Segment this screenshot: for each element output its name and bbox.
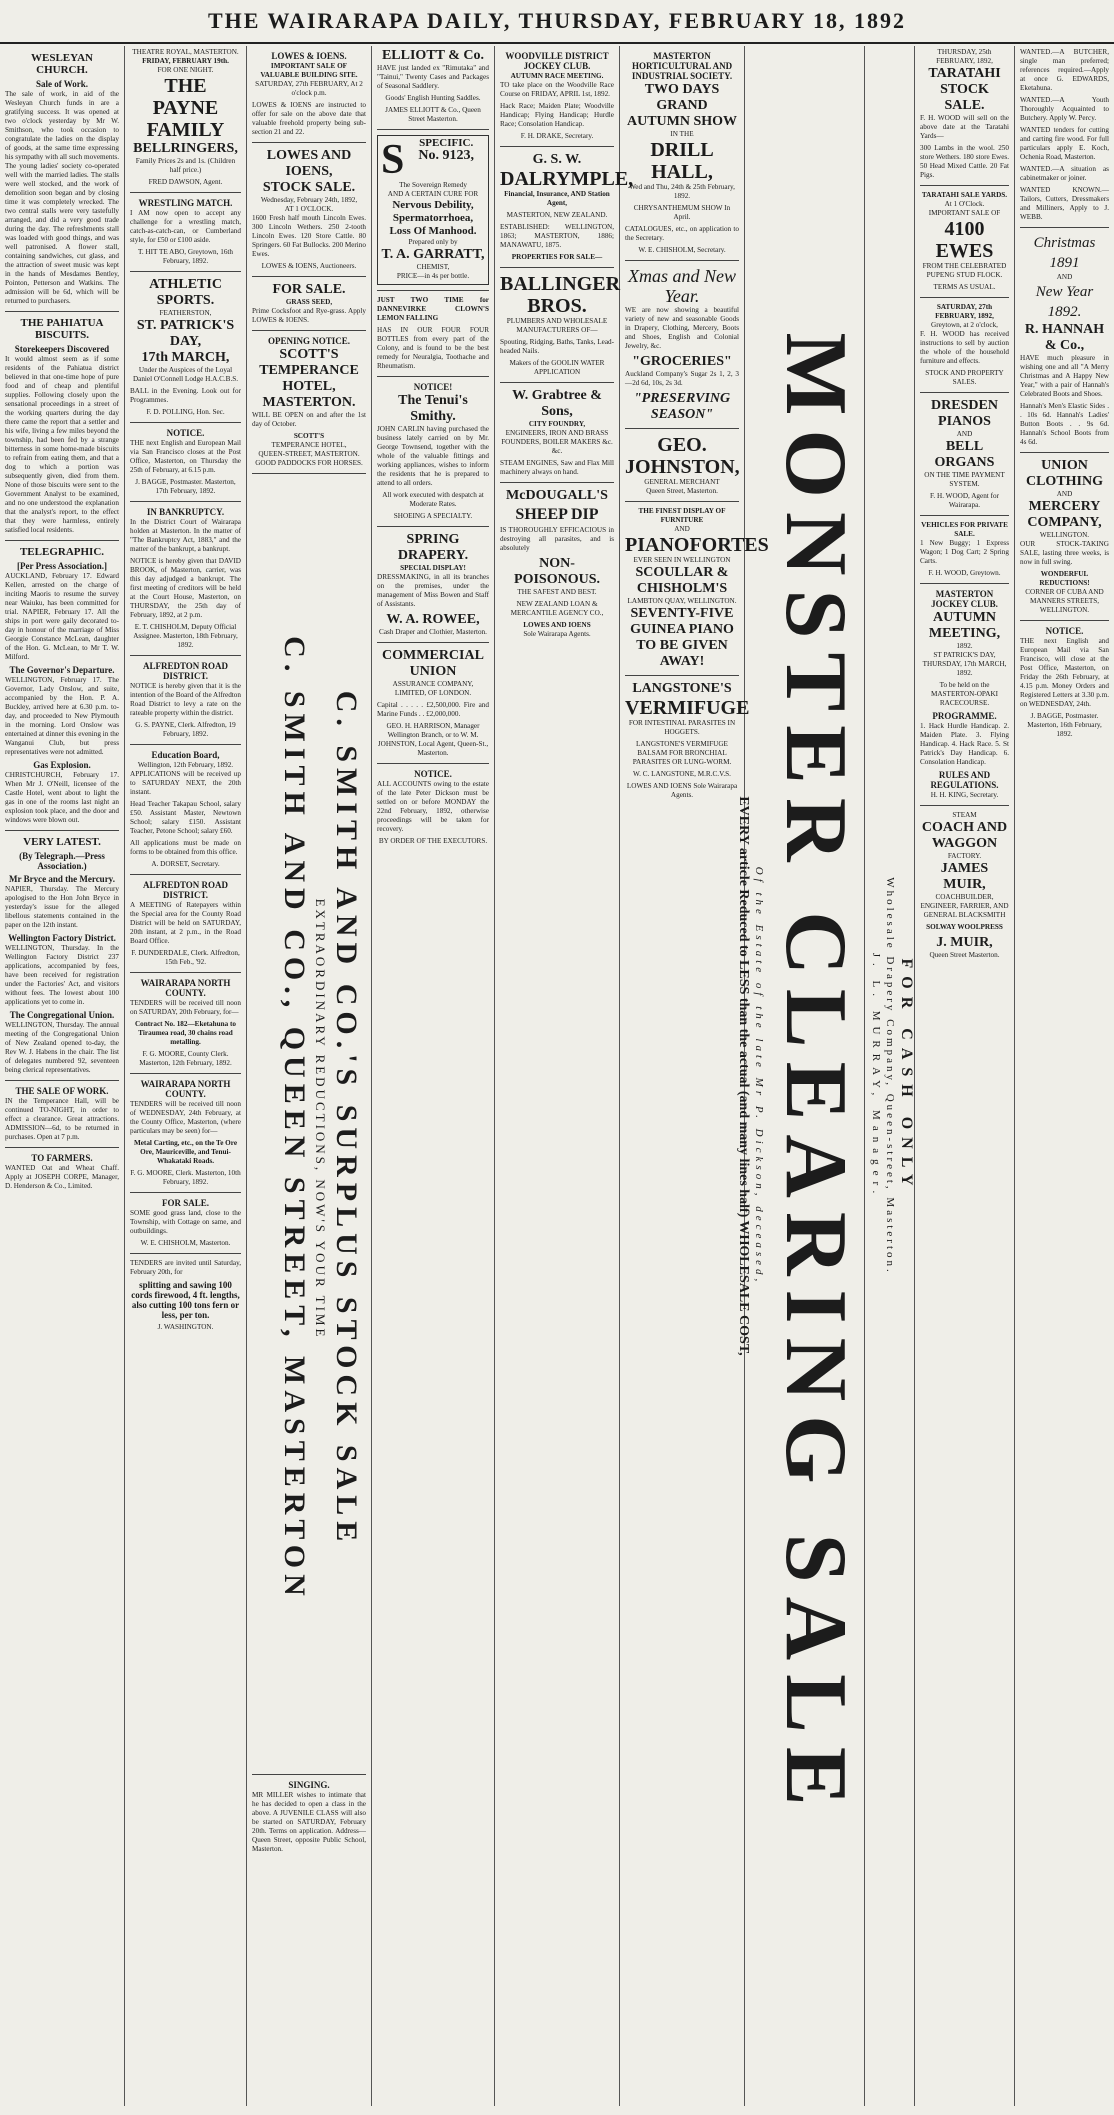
ad-jockey-rules: RULES AND REGULATIONS.	[930, 770, 999, 790]
ad-wanted-cabinetmaker: WANTED.—A situation as cabinetmaker or joiner.	[1020, 165, 1109, 182]
ad-stock-sign: LOWES & IOENS, Auctioneers.	[261, 262, 357, 270]
ad-scoullar-name: SCOULLAR & CHISHOLM'S	[635, 565, 729, 596]
ad-dalrymple-properties: PROPERTIES FOR SALE—	[511, 253, 603, 261]
ad-johnston-street: Queen Street, Masterton.	[646, 487, 718, 495]
ad-xmas-preserving: "PRESERVING SEASON"	[633, 391, 731, 422]
ad-johnston-role: GENERAL MERCHANT	[644, 478, 720, 486]
ad-specific-remedy: The Sovereign Remedy	[399, 181, 467, 189]
article-governor: WELLINGTON, February 17. The Governor, Lady Onslow, and suite, accompanied by the Hon. P. A. Buckley, arrived here at 6.30 p.m. to-day, and proceeded to New Plymouth in the morning. Lord Onslow was entertained at dinner this evening in the Wanganui Club, but press representatives were not admitted.	[5, 676, 119, 756]
ad-langstone-name: LANGSTONE'S	[632, 681, 732, 696]
ad-scoullar-pianofortes: PIANOFORTES	[625, 534, 769, 556]
ad-jockey-title: MASTERTON JOCKEY CLUB.	[931, 589, 998, 609]
ad-drapery-sign: Cash Draper and Clothier, Masterton.	[379, 628, 487, 636]
ad-mcdougall-nz-loan: NEW ZEALAND LOAN & MERCANTILE AGENCY CO.,	[510, 600, 604, 617]
ad-dalrymple-name: DALRYMPLE,	[500, 168, 634, 190]
ad-athletic-auspices: Under the Auspices of the Loyal Daniel O'Connell Lodge H.A.C.B.S.	[132, 366, 239, 383]
ad-yards-title: TARATAHI SALE YARDS.	[921, 191, 1008, 199]
ad-singing-body: MR MILLER wishes to intimate that he has decided to open a class in the above. A JUVENILE CLASS will also be started on SATURDAY, February 20th. Terms on application. Address—Queen Street, opposite Public School, Masterton.	[252, 1791, 366, 1853]
ad-farmers-title: TO FARMERS.	[31, 1153, 93, 1163]
ad-bankruptcy-title: IN BANKRUPTCY.	[146, 507, 225, 517]
ad-grabtree-title: W. Grabtree & Sons,	[512, 388, 602, 419]
ad-muir-sign: J. MUIR,	[936, 935, 993, 950]
ad-specific-title: SPECIFIC.	[419, 137, 474, 149]
ad-scotts2-hotel: TEMPERANCE HOTEL,	[271, 441, 347, 449]
ad-dresden-and: AND	[956, 430, 973, 438]
ad-woodville-body: TO take place on the Woodville Race Course on FRIDAY, APRIL 1st, 1892.	[500, 81, 614, 98]
ad-executors-notice: NOTICE.	[414, 769, 452, 779]
monster-sale-estate: Of the Estate of the late Mr P. Dickson, deceased,	[753, 866, 765, 1286]
ad-specific-box	[377, 135, 489, 285]
ad-ballinger-makers: Makers of the GOOLIN WATER APPLICATION	[509, 359, 605, 376]
ad-muir-steam: STEAM	[952, 811, 977, 819]
ad-union-reductions: WONDERFUL REDUCTIONS!	[1039, 570, 1090, 587]
ad-lowes-title: LOWES & IOENS.	[271, 51, 347, 61]
ad-specific-garratt: T. A. GARRATT,	[381, 247, 485, 262]
ad-jockey-year: 1892.	[956, 642, 973, 650]
ad-greytown-date: SATURDAY, 27th FEBRUARY, 1892,	[935, 303, 994, 320]
ad-smithy-title: The Tenui's Smithy.	[398, 393, 468, 424]
ad-smithy-rates: All work executed with despatch at Moderate Rates.	[382, 491, 484, 508]
ad-greytown-body: F. H. WOOD has received instructions to sell by auction the whole of the household furniture and effects.	[920, 330, 1009, 365]
ad-grabtree-engineers: ENGINEERS, IRON AND BRASS FOUNDERS, BOILER MAKERS &c. &c.	[501, 429, 613, 455]
subhead-gas-explosion: Gas Explosion.	[33, 760, 91, 770]
ad-hannah-name: R. HANNAH & Co.,	[1024, 322, 1105, 353]
ad-elliott-body: HAVE just landed ex "Rimutaka" and "Tainui," Twenty Cases and Packages of Seasonal Saddlery.	[377, 64, 489, 90]
ad-county2-body: TENDERS will be received till noon of WEDNESDAY, 24th February, at the County Office, Masterton, (where particulars may be seen) for—	[130, 1100, 241, 1135]
ad-jockey-date: ST PATRICK'S DAY, THURSDAY, 17th MARCH, 1892.	[922, 651, 1007, 677]
ad-grass-forsale: FOR SALE.	[272, 282, 346, 297]
ad-notice2-title: NOTICE.	[1045, 626, 1084, 636]
ad-christmas-title: Christmas 1891	[1033, 235, 1096, 271]
subhead-press-association: [Per Press Association.]	[17, 561, 107, 571]
ad-theatre-one-night: FOR ONE NIGHT.	[157, 66, 214, 74]
ad-yards-important: IMPORTANT SALE OF	[928, 209, 1001, 217]
ad-vehicles-sign: F. H. WOOD, Greytown.	[928, 569, 1001, 577]
ad-smithy-shoeing: SHOEING A SPECIALTY.	[393, 512, 473, 520]
ad-specific-number: No. 9123,	[418, 148, 474, 163]
ad-xmas-groceries: "GROCERIES"	[632, 354, 732, 369]
ad-executors-body: ALL ACCOUNTS owing to the estate of the late Peter Dickson must be settled on or before MONDAY the 22nd February, 1892, otherwise proceedings will be taken for recovery.	[377, 780, 489, 833]
ad-commercial-union: COMMERCIAL UNION	[382, 648, 484, 679]
ad-specific-price: PRICE—in 4s per bottle.	[396, 272, 470, 280]
subhead-congregational: The Congregational Union.	[9, 1010, 115, 1020]
ad-specific-prepared: Prepared only by	[408, 238, 458, 246]
ad-union-mercery: MERCERY COMPANY,	[1027, 499, 1102, 530]
ad-education-title: Education Board,	[151, 750, 220, 760]
ad-woodville-meeting: AUTUMN RACE MEETING.	[510, 72, 604, 80]
ad-payne-prices: Family Prices 2s and 1s. (Children half price.)	[135, 157, 236, 174]
ad-horticultural-sign: W. E. CHISHOLM, Secretary.	[638, 246, 726, 254]
ad-lemon-body: HAS IN OUR FOUR FOUR BOTTLES from every part of the Colony, and is found to be the best remedy for Neuralgia, Toothache and Rheumatism.	[377, 326, 489, 370]
ad-wanted-firewood: WANTED tenders for cutting and carting fire wood. For full particulars apply E. Koch, Ochenia Road, Masterton.	[1020, 126, 1109, 161]
article-congregational: WELLINGTON, Thursday. The annual meeting of the Congregational Union of New Zealand opened to-day, the Rev W. J. Habens in the chair. The list of delegates numbered 92, seventeen being clerical representatives.	[5, 1021, 119, 1074]
ad-alfredton2-sign: F. DUNDERDALE, Clerk. Alfredton, 15th Feb., '92.	[131, 949, 240, 966]
ad-jockey-programme: PROGRAMME.	[932, 711, 997, 721]
ad-forsale-title: FOR SALE.	[161, 1198, 209, 1208]
ad-smithy-notice: NOTICE!	[413, 382, 453, 392]
ad-drapery-body: DRESSMAKING, in all its branches on the premises, under the management of Miss Bowen and Staff of Assistants.	[377, 573, 489, 608]
ad-ballinger-body: Spouting, Ridging, Baths, Tanks, Lead-headed Nails.	[500, 338, 614, 355]
ad-scotts2: SCOTT'S	[293, 432, 325, 440]
ad-horticultural-chrysanthemum: CHRYSANTHEMUM SHOW In April.	[633, 204, 731, 221]
ad-elliott-title: ELLIOTT & Co.	[381, 48, 485, 63]
ad-newyear-title: New Year 1892.	[1035, 284, 1094, 320]
ad-vehicles-title: VEHICLES FOR PRIVATE SALE.	[921, 521, 1008, 538]
ad-alfredton-title: ALFREDTON ROAD DISTRICT.	[142, 661, 229, 681]
ad-ballinger-title: BALLINGER BROS.	[500, 273, 621, 317]
ad-payne-family: THE PAYNE FAMILY	[146, 75, 225, 141]
ad-grabtree-body: STEAM ENGINES, Saw and Flax Mill machinery always on hand.	[500, 459, 614, 476]
monster-sale-every-article: EVERY article Reduced to LESS than the actual (and many lines half) WHOLESALE COST,	[736, 796, 751, 1356]
article-factory: WELLINGTON, Thursday. In the Wellington Factory District 237 applications, accompanied by fees, have been received for registration under the Factories' Act, and visitors without fees. The lowest about 100 applications yet to come in.	[5, 944, 119, 1006]
ad-horticultural-in-the: IN THE	[670, 130, 694, 138]
ad-smith-surplus	[252, 479, 366, 1769]
ad-tenders-body: splitting and sawing 100 cords firewood, 4 ft. lengths, also cutting 100 tons fern or less, per ton.	[131, 1280, 240, 1320]
ad-grass-seed: GRASS SEED,	[285, 298, 333, 306]
ad-muir-name: JAMES MUIR,	[940, 861, 989, 892]
ad-scoullar-display: THE FINEST DISPLAY OF FURNITURE	[638, 507, 726, 524]
ad-education-date: Wellington, 12th February, 1892.	[137, 761, 234, 769]
monster-sale-company: Wholesale Drapery Company, Queen-street, Masterton.	[884, 877, 896, 1275]
ad-alfredton-body: NOTICE is hereby given that it is the intention of the Board of the Alfredton Road District to levy a rate on the rateable property within the district.	[130, 682, 241, 717]
monster-sale-cash-only: FOR CASH ONLY	[898, 958, 915, 1194]
ad-scoullar-guinea: SEVENTY-FIVE GUINEA PIANO	[630, 606, 734, 637]
ad-langstone-balsam: LANGSTONE'S VERMIFUGE BALSAM FOR BRONCHIAL PARASITES OR LUNG-WORM.	[632, 740, 732, 766]
ad-grabtree-foundry: CITY FOUNDRY,	[528, 420, 586, 428]
ad-dalrymple-initials: G. S. W.	[532, 152, 582, 167]
headline-pahiatua: THE PAHIATUA BISCUITS.	[20, 317, 104, 341]
ad-county-sign: F. G. MOORE, County Clerk. Masterton, 12th February, 1892.	[139, 1050, 232, 1067]
article-gas-explosion: CHRISTCHURCH, February 17. When Mr J. O'Neill, licensee of the Castle Hotel, went about to light the gas in one of the rooms last night an explosion took place, and the door and windows were blown out.	[5, 771, 119, 824]
ad-dalrymple-place: MASTERTON, NEW ZEALAND.	[506, 211, 608, 219]
ad-specific-ailments: Nervous Debility, Spermatorrhoea, Loss Of Manhood.	[389, 199, 477, 237]
ad-alfredton-sign: G. S. PAYNE, Clerk. Alfredton, 19 February, 1892.	[135, 721, 236, 738]
ad-bankruptcy-sign: E. T. CHISHOLM, Deputy Official Assignee. Masterton, 18th February, 1892.	[133, 623, 238, 649]
ad-ballinger-sub: PLUMBERS AND WHOLESALE MANUFACTURERS OF—	[506, 317, 608, 334]
monster-sale-headline: MONSTER CLEARING SALE	[767, 332, 864, 1820]
ad-union-wellington: WELLINGTON.	[1039, 531, 1090, 539]
ad-xmas-sugar: Auckland Company's Sugar 2s 1, 2, 3—2d 6d, 10s, 2s 3d.	[625, 370, 739, 387]
subhead-by-telegraph: (By Telegraph.—Press Association.)	[19, 851, 105, 871]
ad-taratahi-stock-date: THURSDAY, 25th FEBRUARY, 1892,	[936, 48, 993, 65]
ad-scoullar-quay: LAMBTON QUAY, WELLINGTON.	[627, 597, 737, 605]
ad-theatre-royal: THEATRE ROYAL, MASTERTON.	[132, 48, 239, 56]
ad-county2-title: WAIRARAPA NORTH COUNTY.	[140, 1079, 231, 1099]
ad-smith-line2: EXTRAORDINARY REDUCTIONS, NOW'S YOUR TIME	[313, 898, 328, 1340]
ad-greytown-stock: STOCK AND PROPERTY SALES.	[925, 369, 1004, 386]
ad-executors-sign: BY ORDER OF THE EXECUTORS.	[378, 837, 488, 845]
ad-mcdougall-nonpoisonous: NON-POISONOUS.	[514, 556, 600, 587]
subhead-factory: Wellington Factory District.	[8, 933, 116, 943]
ad-union-and: AND	[1056, 490, 1073, 498]
specific-s-logo: S	[381, 137, 405, 183]
ad-forsale-sign: W. E. CHISHOLM, Masterton.	[140, 1239, 231, 1247]
ad-taratahi-stock-list: 300 Lambs in the wool. 250 store Wethers. 180 store Ewes. 50 Head Mixed Cattle. 20 Fat Pigs.	[920, 144, 1009, 179]
ad-scoullar-away: TO BE GIVEN AWAY!	[636, 638, 728, 669]
ad-yards-ewes: 4100 EWES	[935, 218, 994, 262]
ad-singing-title: SINGING.	[288, 1780, 330, 1790]
ad-stock-lowes: LOWES AND IOENS,	[266, 148, 352, 179]
ad-xmas-title: Xmas and New Year.	[628, 266, 736, 306]
ad-woodville-club: WOODVILLE DISTRICT JOCKEY CLUB.	[505, 51, 609, 71]
ad-greytown-time: Greytown, at 2 o'clock,	[931, 321, 998, 329]
ad-dresden-title: DRESDEN PIANOS	[931, 398, 998, 429]
ad-mcdougall-sole: Sole Wairarapa Agents.	[523, 630, 591, 638]
ad-commercial-sign: GEO. H. HARRISON, Manager Wellington Branch, or to W. M. JOHNSTON, Local Agent, Queen-St., Masterton.	[377, 722, 489, 757]
ad-alfredton2-body: A MEETING of Ratepayers within the Special area for the County Road District will be held on SATURDAY, 20th instant, at 2 p.m., in the Road Board Office.	[130, 901, 241, 945]
ad-education-body: APPLICATIONS will be received up to SATURDAY NEXT, the 20th instant.	[130, 770, 241, 796]
article-telegraphic: AUCKLAND, February 17. Edward Kellen, arrested on the charge of inciting Maoris to resume the survey near Waiuku, has been committed for trial. NAPIER, February 17. All the ships in port were gaily decorated to-day in honour of the marriage of Miss Georgie Constance McLean, daughter of the Hon. G. McLean, to Mr T. W. Milford.	[5, 572, 119, 661]
ad-hannah-body: HAVE much pleasure in wishing one and all "A Merry Christmas and A Happy New Year," with a pair of Hannah's Celebrated Boots and Shoes.	[1020, 354, 1109, 398]
ad-elliott-saddles: Goods' English Hunting Saddles.	[385, 94, 481, 102]
ad-dresden-sign: F. H. WOOD, Agent for Wairarapa.	[930, 492, 999, 509]
ad-education-forms: All applications must be made on forms to be obtained from this office.	[130, 839, 241, 856]
ad-wanted-tailors: WANTED KNOWN.—Tailors, Cutters, Dressmakers and Milliners, Apply to J. WEBB.	[1020, 186, 1109, 221]
column-5	[495, 46, 634, 2106]
ad-wanted-youth: WANTED.—A Youth Thoroughly Acquainted to Butchery. Apply W. Percy.	[1020, 96, 1109, 122]
column-8	[915, 46, 1015, 2106]
ad-drapery-title: SPRING DRAPERY.	[397, 532, 469, 563]
subhead-storekeepers: Storekeepers Discovered	[14, 344, 110, 354]
ad-jockey-course: To be held on the MASTERTON-OPAKI RACECOURSE.	[930, 681, 999, 707]
ad-wrestling-title: WRESTLING MATCH.	[138, 198, 233, 208]
ad-muir-woolpress: SOLWAY WOOLPRESS	[926, 923, 1003, 931]
ad-tenders-sign: J. WASHINGTON.	[157, 1323, 214, 1331]
ad-notice-sign: J. BAGGE, Postmaster. Masterton, 17th February, 1892.	[135, 478, 236, 495]
ad-mcdougall-agents: LOWES AND IOENS	[523, 621, 591, 629]
ad-notice2-sign: J. BAGGE, Postmaster. Masterton, 16th February, 1892.	[1027, 712, 1102, 738]
ad-jockey-races: 1. Hack Hurdle Handicap. 2. Maiden Plate. 3. Flying Handicap. 4. Hack Race. 5. St Patrick's Day Handicap. 6. Consolation Handicap.	[920, 722, 1009, 766]
ad-county2-sign: F. G. MOORE, Clerk. Masterton, 10th February, 1892.	[130, 1169, 241, 1186]
ad-lowes-building-site: IMPORTANT SALE OF VALUABLE BUILDING SITE.	[260, 62, 358, 79]
column-3	[247, 46, 372, 2106]
ad-county-contract: Contract No. 182—Eketahuna to Tiraumea road, 30 chains road metalling.	[134, 1020, 237, 1046]
ad-woodville-sign: F. H. DRAKE, Secretary.	[520, 132, 594, 140]
subhead-governor: The Governor's Departure.	[9, 665, 115, 675]
ad-lemon-title: JUST TWO TIME for DANNEVIRKE CLOWN'S LEMON FALLING	[377, 296, 489, 322]
ad-commercial-capital: Capital . . . . . £2,500,000. Fire and Marine Funds . . £2,000,000.	[377, 701, 489, 718]
ad-smithy-body: JOHN CARLIN having purchased the business lately carried on by Mr. George Townsend, together with the whole of the valuable fittings and working appliances, wishes to inform the residents that he is prepared to attend to all orders.	[377, 425, 489, 487]
ad-dalrymple-role: Financial, Insurance, AND Station Agent,	[504, 190, 610, 207]
ad-yards-time: At 1 O'Clock.	[944, 200, 985, 208]
ad-muir-factory: FACTORY.	[947, 852, 982, 860]
ad-mcdougall-body: IS THOROUGHLY EFFICACIOUS in destroying all parasites, and is absolutely	[500, 526, 614, 552]
ad-theatre-date: FRIDAY, FEBRUARY 19th.	[142, 57, 229, 65]
article-pahiatua: It would almost seem as if some residents of the Pahiatua district believed in that one-time hope of pure food and of cheap and plentiful supplies. Following closely upon the sensational proceedings in a street of the working quarters during the day there came the report that a settler and his wife, living a few miles beyond the township, had been fed by a strange bitterness in some home-made biscuits to refrain from eating them, and that a dog to which a portion was subsequently given, died from them. None of those biscuits were sent to the Government Analyst to be examined, and no one understood the explanation that the analyst's report, to the effect that they were harmless, entirely satisfied local residents.	[5, 355, 119, 534]
ad-taratahi-stock-title: TARATAHI STOCK SALE.	[928, 66, 1001, 113]
ad-forsale-body: SOME good grass land, close to the Township, with Cottage on same, and outbuildings.	[130, 1209, 241, 1235]
ad-bellringers: BELLRINGERS,	[133, 141, 238, 156]
ad-alfredton2-title: ALFREDTON ROAD DISTRICT.	[142, 880, 229, 900]
headline-telegraphic: TELEGRAPHIC.	[19, 546, 105, 558]
column-7b-monster-sale	[865, 46, 915, 2106]
ad-horticultural-show: GRAND AUTUMN SHOW	[626, 98, 738, 129]
ad-mcdougall-safest: THE SAFEST AND BEST.	[517, 588, 597, 596]
ad-commercial-sub: ASSURANCE COMPANY, LIMITED, OF LONDON.	[392, 680, 474, 697]
ad-muir-coach: COACH AND WAGGON	[921, 820, 1008, 851]
ad-county-body: TENDERS will be received till noon on SATURDAY, 20th February, for—	[130, 999, 241, 1016]
ad-county2-contract: Metal Carting, etc., on the Te Ore Ore, Mauriceville, and Tenui-Whakataki Roads.	[133, 1139, 238, 1165]
column-9	[1015, 46, 1114, 2106]
ad-horticultural-dates: Wed and Thu, 24th & 25th February, 1892.	[629, 183, 735, 200]
ad-scoullar-wellington: EVER SEEN IN WELLINGTON	[633, 556, 731, 564]
ad-scotts-body: WILL BE OPEN on and after the 1st day of October.	[252, 411, 366, 428]
ad-horticultural-two-days: TWO DAYS	[644, 82, 720, 97]
ad-union-corner: CORNER OF CUBA AND MANNERS STREETS, WELLINGTON.	[1025, 588, 1104, 614]
ad-smith-line3: C. SMITH AND CO., QUEEN STREET, MASTERTON	[278, 636, 311, 1602]
ad-union-body: OUR STOCK-TAKING SALE, lasting three weeks, is now in full swing.	[1020, 540, 1109, 566]
ad-education-sign: A. DORSET, Secretary.	[151, 860, 220, 868]
ad-scoullar-and: AND	[674, 525, 690, 533]
column-1	[0, 46, 125, 2106]
ad-grass-body: Prime Cocksfoot and Rye-grass. Apply LOWES & IOENS.	[252, 307, 366, 324]
ad-horticultural-catalogues: CATALOGUES, etc., on application to the Secretary.	[625, 225, 739, 242]
article-wesleyan: The sale of work, in aid of the Wesleyan Church funds in are a gratifying success. It was opened at two o'clock yesterday by Mr W. Smithson, who took occasion to congratulate the ladies on the display of goods, at the same time expressing his sympathy with all such movements. The young ladies' society co-operated well with the married ladies. The stalls were well stocked, and the work of demolition soon began and by closing time it was completely wrecked. The two central stalls were very tastefully arranged, and did a very good trade during the day. The refreshments stall was loaded with good things, and was well patronised. A flower stall, containing sandwiches, cut glass, and the attraction of sweet music was kept in the hands of Mesdames Bentley, Pointon, Petterson and Watkins. The admission will be 6d, which will be returned to purchasers.	[5, 90, 119, 305]
ad-payne-agent: FRED DAWSON, Agent.	[148, 178, 223, 186]
ad-tenders-intro: TENDERS are invited until Saturday, February 20th, for	[130, 1259, 241, 1276]
ad-athletic-sports: ATHLETIC SPORTS.	[149, 277, 222, 308]
ad-athletic-day: ST. PATRICK'S DAY,	[136, 318, 235, 349]
ad-athletic-ball: BALL in the Evening. Look out for Programmes.	[130, 387, 241, 404]
ad-woodville-races: Hack Race; Maiden Plate; Woodville Handicap; Flying Handicap; Hurdle Race; Consolation Handicap.	[500, 102, 614, 128]
ad-smith-line1: C. SMITH AND CO.'S SURPLUS STOCK SALE	[330, 690, 363, 1548]
ad-drapery-rowee: W. A. ROWEE,	[386, 612, 480, 627]
ad-lowes-date: SATURDAY, 27th FEBRUARY, At 2 o'clock p.m.	[255, 80, 363, 97]
ad-wrestling-body: I AM now open to accept any challenge for a wrestling match, catch-as-catch-can, or Cumberland style, for £50 or £100 aside.	[130, 209, 241, 244]
headline-wesleyan: WESLEYAN CHURCH.	[31, 52, 93, 76]
ad-hannah-prices: Hannah's Men's Elastic Sides . . 10s 6d. Hannah's Ladies' Button Boots . . 9s 6d. Hannah's School Boots from 4s 6d.	[1020, 402, 1109, 446]
ad-langstone-hoggets: FOR INTESTINAL PARASITES IN HOGGETS.	[628, 719, 736, 736]
ad-christmas-and: AND	[1056, 273, 1073, 281]
ad-taratahi-stock-body: F. H. WOOD will sell on the above date at the Taratahi Yards—	[920, 114, 1009, 140]
ad-county-title: WAIRARAPA NORTH COUNTY.	[140, 978, 231, 998]
ad-wanted-butcher: WANTED.—A BUTCHER, single man preferred; references required.—Apply at once G. EDWARDS, Eketahuna.	[1020, 48, 1109, 92]
ad-langstone-agents: LOWES AND IOENS Sole Wairarapa Agents.	[626, 782, 738, 799]
ad-athletic-place: FEATHERSTON,	[159, 309, 212, 317]
ad-sheep-dip: SHEEP DIP	[515, 506, 599, 523]
ad-johnston-name: GEO. JOHNSTON,	[625, 434, 740, 478]
ad-elliott-sign: JAMES ELLIOTT & Co., Queen Street Masterton.	[385, 106, 481, 123]
ad-stock-list: 1600 Fresh half mouth Lincoln Ewes. 300 Lincoln Wethers. 250 2-tooth Lincoln Ewes. 120 Store Cattle. 80 Springers. 60 Fat Bullocks. 200 Merino Ewes.	[252, 214, 366, 258]
ad-drapery-display: SPECIAL DISPLAY!	[400, 564, 466, 572]
ad-mcdougall-title: McDOUGALL'S	[506, 488, 608, 503]
ad-farmers-body: WANTED Oat and Wheat Chaff. Apply at JOSEPH CORPE, Manager, D. Henderson & Co., Limited.	[5, 1164, 119, 1190]
ad-notice-mail: THE next English and European Mail via San Francisco closes at the Post Office, Masterton, on Thursday the 25th of February, at 6.15 p.m.	[130, 439, 241, 474]
ad-stock-sale: STOCK SALE.	[262, 180, 356, 195]
subhead-sale-of-work: Sale of Work.	[35, 79, 89, 89]
ad-bankruptcy-court: In the District Court of Wairarapa holden at Masterton. In the matter of "The Bankruptcy Act, 1883," and the matter of the bankrupt, a bankrupt.	[130, 518, 241, 553]
ad-dresden-organs: BELL ORGANS	[934, 439, 995, 470]
subhead-bryce: Mr Bryce and the Mercury.	[9, 874, 115, 884]
article-bryce: NAPIER, Thursday. The Mercury apologised to the Hon John Bryce in yesterday's issue for the alleged libellous statements contained in the paper on the 12th instant.	[5, 885, 119, 929]
column-4	[372, 46, 495, 2106]
column-2	[125, 46, 247, 2106]
ad-union-clothing: UNION CLOTHING	[1025, 458, 1103, 489]
ad-scotts2-paddocks: GOOD PADDOCKS FOR HORSES.	[255, 459, 363, 467]
monster-sale-manager: J. L. MURRAY, Manager.	[870, 952, 882, 1200]
ad-stock-time: AT 1 O'CLOCK.	[284, 205, 334, 213]
ad-xmas-body: WE are now showing a beautiful variety of new and seasonable Goods in Drapery, Clothing, Mercery, Boots and Shoes, English and Colonial Jewelry, &c.	[625, 306, 739, 350]
ad-education-positions: Head Teacher Takapau School, salary £50. Assistant Master, Newtown School; salary £150. Assistant Teacher, Petone School; salary £60.	[130, 800, 241, 835]
ad-muir-street: Queen Street Masterton.	[929, 951, 1000, 959]
ad-bankruptcy-body: NOTICE is hereby given that DAVID BROOK, of Masterton, carrier, was this day adjudged a bankrupt. The first meeting of creditors will be held at the Court House, Masterton, on THURSDAY, the 25th day of February, 1892, at 2 p.m.	[130, 557, 241, 619]
ad-specific-chemist: CHEMIST,	[416, 263, 450, 271]
ad-notice2-body: THE next English and European Mail via San Francisco, will close at the Post Office, Masterton, on Friday the 26th February, at 4.15 p.m. Money Orders and Registered Letters at 3.30 p.m. on WEDNESDAY, 24th.	[1020, 637, 1109, 708]
ad-horticultural-title: MASTERTON HORTICULTURAL AND INDUSTRIAL SOCIETY.	[631, 51, 733, 81]
ad-jockey-sign: H. H. KING, Secretary.	[930, 791, 999, 799]
masthead-title: THE WAIRARAPA DAILY, THURSDAY, FEBRUARY 18, 1892	[0, 0, 1114, 44]
ad-yards-terms: TERMS AS USUAL.	[933, 283, 996, 291]
ad-langstone-vermifuge: VERMIFUGE	[625, 697, 750, 719]
ad-notice-title: NOTICE.	[166, 428, 205, 438]
ad-langstone-sign: W. C. LANGSTONE, M.R.C.V.S.	[633, 770, 731, 778]
ad-jockey-meeting: AUTUMN MEETING,	[928, 610, 1001, 641]
ad-sale-of-work-title: THE SALE OF WORK.	[15, 1086, 109, 1096]
ad-lowes-body: LOWES & IOENS are instructed to offer for sale on the above date that valuable freehold property being sub-section 21 and 22.	[252, 101, 366, 136]
ad-stock-date: Wednesday, February 24th, 1892,	[260, 196, 358, 204]
ad-specific-cure: AND A CERTAIN CURE FOR	[387, 190, 479, 198]
ad-sale-of-work-body: IN the Temperance Hall, will be continued TO-NIGHT, in order to effect a clearance. Great attractions. ADMISSION—6d, to be returned in purchases. Open at 7 p.m.	[5, 1097, 119, 1141]
ad-yards-stud: FROM THE CELEBRATED PUPENG STUD FLOCK.	[922, 262, 1007, 279]
ad-dalrymple-established: ESTABLISHED: WELLINGTON, 1863; MASTERTON, 1886; MANAWATU, 1875.	[500, 223, 614, 249]
ad-wrestling-sign: T. HIT TE ABO, Greytown, 16th February, 1892.	[137, 248, 234, 265]
headline-very-latest: VERY LATEST.	[23, 836, 101, 848]
ad-dresden-system: ON THE TIME PAYMENT SYSTEM.	[924, 471, 1005, 488]
ad-scotts2-street: QUEEN-STREET, MASTERTON.	[258, 450, 360, 458]
ad-muir-trades: COACHBUILDER, ENGINEER, FARRIER, AND GENERAL BLACKSMITH	[920, 893, 1009, 919]
ad-scotts-hotel: SCOTT'S TEMPERANCE HOTEL, MASTERTON.	[259, 347, 359, 410]
ad-athletic-sign: F. D. POLLING, Hon. Sec.	[146, 408, 225, 416]
ad-vehicles-list: 1 New Buggy; 1 Express Wagon; 1 Dog Cart; 2 Spring Carts.	[920, 539, 1009, 565]
ad-athletic-date: 17th MARCH,	[141, 350, 230, 365]
ad-opening-notice: OPENING NOTICE.	[267, 336, 350, 346]
ad-horticultural-drill-hall: DRILL HALL,	[650, 139, 714, 183]
column-7-monster-sale	[736, 46, 865, 2106]
